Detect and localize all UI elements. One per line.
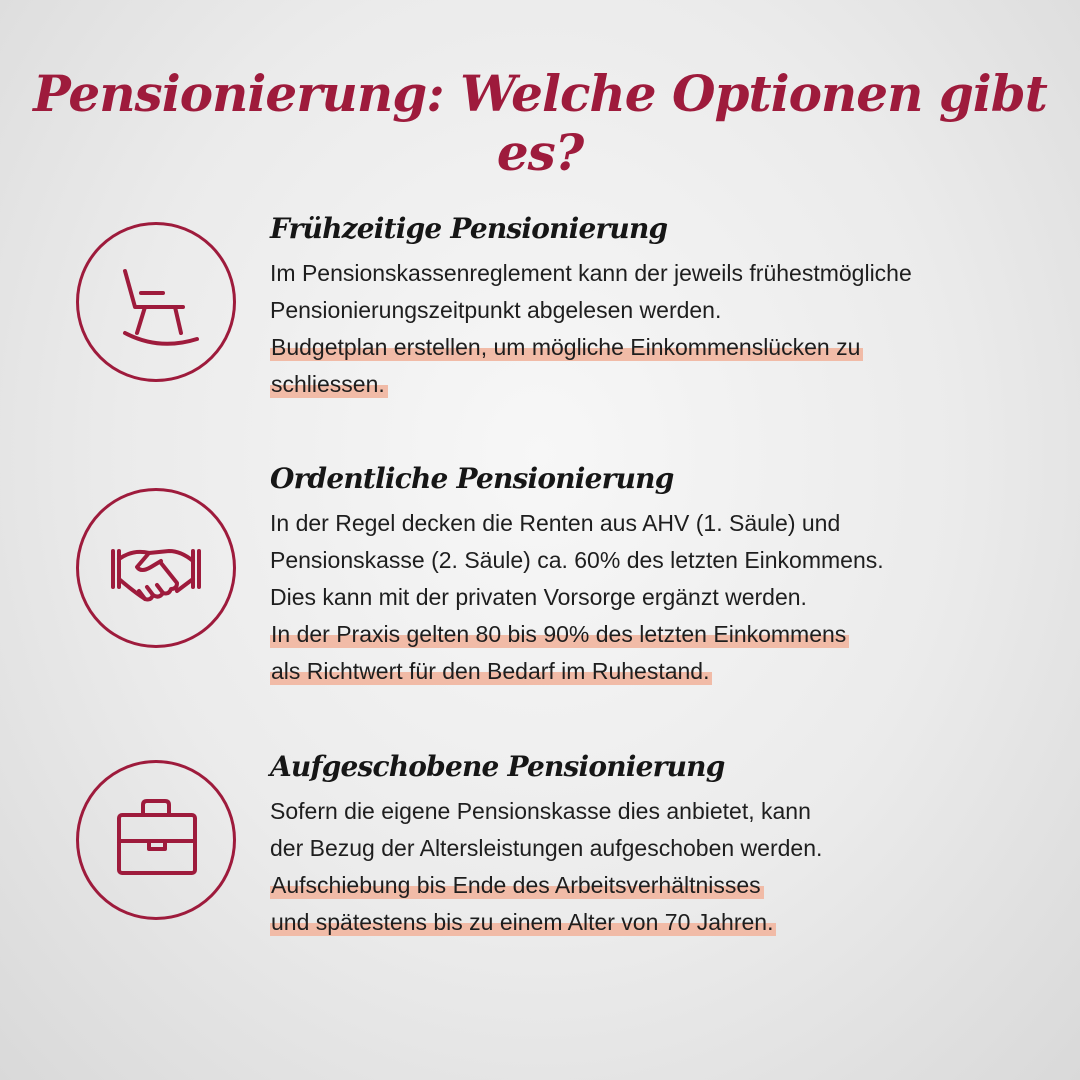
body-line: der Bezug der Altersleistungen aufgeschoben werden. [270,835,823,861]
section-text [270,462,1050,690]
section-text [270,212,1050,403]
briefcase-icon [79,763,233,917]
highlight-text: Aufschiebung bis Ende des Arbeitsverhältnisses [270,872,764,899]
highlighted-line [270,366,1050,403]
body-line: In der Regel decken die Renten aus AHV (1. Säule) und [270,510,841,536]
highlight-text: In der Praxis gelten 80 bis 90% des letzten Einkommens [270,621,849,648]
icon-circle [76,760,236,920]
section-heading: Frühzeitige Pensionierung [270,212,668,245]
body-line: Sofern die eigene Pensionskasse dies anbietet, kann [270,798,811,824]
page-title: Pensionierung: Welche Optionen gibt es? [33,64,1047,182]
icon-circle [76,488,236,648]
body-line: Pensionskasse (2. Säule) ca. 60% des letzten Einkommens. [270,547,884,573]
section-text [270,750,1050,941]
icon-circle [76,222,236,382]
highlighted-line [270,904,1050,941]
rocking-chair-icon [79,225,233,379]
highlighted-line [270,329,1050,366]
body-line: Im Pensionskassenreglement kann der jeweils frühestmögliche [270,260,912,286]
body-line: Dies kann mit der privaten Vorsorge ergänzt werden. [270,584,807,610]
highlighted-line [270,616,1050,653]
section-heading: Aufgeschobene Pensionierung [270,750,725,783]
section-heading: Ordentliche Pensionierung [270,462,674,495]
highlight-text: als Richtwert für den Bedarf im Ruhestand. [270,658,712,685]
highlighted-line [270,653,1050,690]
body-line: Pensionierungszeitpunkt abgelesen werden. [270,297,722,323]
highlight-text: Budgetplan erstellen, um mögliche Einkommenslücken zu [270,334,863,361]
handshake-icon [79,491,233,645]
highlight-text: schliessen. [270,371,388,398]
highlight-text: und spätestens bis zu einem Alter von 70 Jahren. [270,909,776,936]
highlighted-line [270,867,1050,904]
